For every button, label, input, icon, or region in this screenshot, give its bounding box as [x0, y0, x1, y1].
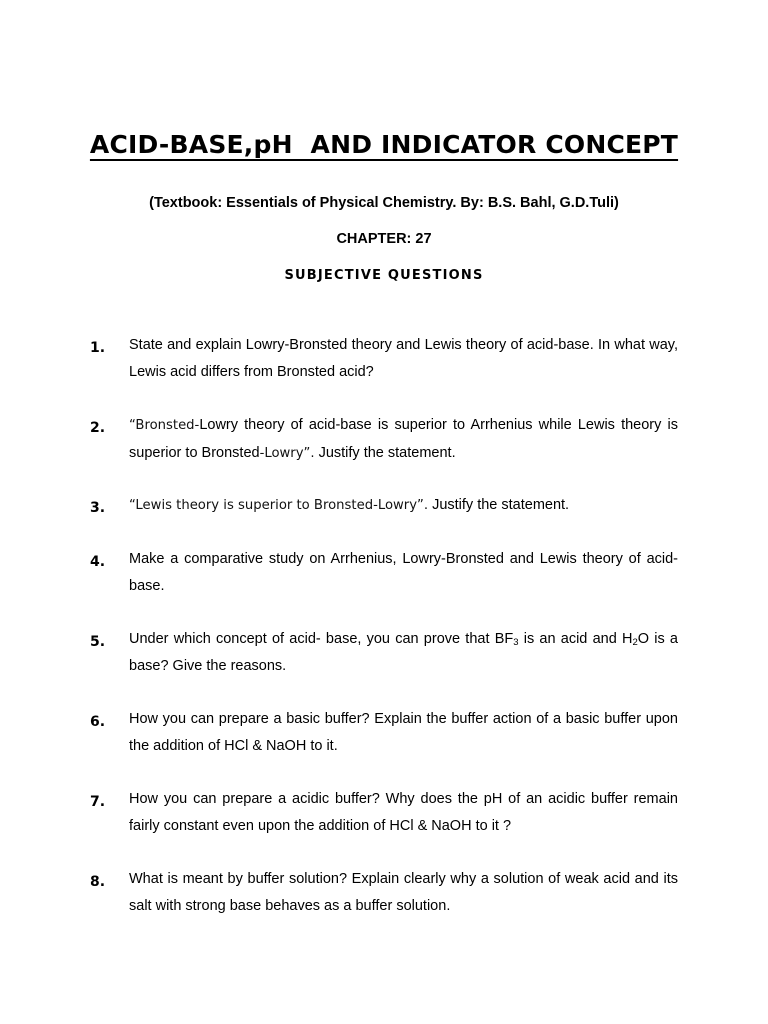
question-text-part: “Lewis theory is superior to Bronsted-Lowry”. [129, 498, 429, 513]
question-text-part: O is a base? Give the reasons. [129, 631, 678, 674]
question-number: 8. [90, 874, 106, 890]
page-title [0, 130, 768, 159]
question-text [129, 626, 678, 679]
question-number: 4. [90, 554, 106, 570]
question-number: 3. [90, 500, 106, 516]
question-text: How you can prepare a acidic buffer? Why does the pH of an acidic buffer remain fairly constant even upon the addition of HCl & NaOH to it ? [129, 791, 678, 834]
question-text-part: “Bronsted- [129, 418, 200, 433]
question-text: What is meant by buffer solution? Explain clearly why a solution of weak acid and its salt with strong base behaves as a buffer solution. [129, 871, 678, 914]
question-text-part: is an acid and H [518, 631, 633, 647]
chapter-heading: CHAPTER: 27 [336, 231, 432, 247]
question-number: 1. [90, 340, 106, 356]
question-text-part: Lowry theory of acid-base is superior to Arrhenius while Lewis theory is superior to Bronsted [129, 417, 678, 461]
page-title-text: ACID-BASE,pH AND INDICATOR CONCEPT [89, 130, 679, 159]
question-text: How you can prepare a basic buffer? Explain the buffer action of a basic buffer upon the addition of HCl & NaOH to it. [129, 711, 678, 754]
subscript: 3 [513, 637, 519, 648]
section-heading: SUBJECTIVE QUESTIONS [284, 268, 484, 283]
question-text-part: -Lowry”. [259, 445, 315, 461]
question-text [129, 492, 678, 520]
question-number: 6. [90, 714, 106, 730]
question-number: 7. [90, 794, 106, 810]
question-text-part: Under which concept of acid- base, you can prove that BF [129, 631, 514, 647]
question-text [129, 412, 678, 467]
textbook-reference: (Textbook: Essentials of Physical Chemistry. By: B.S. Bahl, G.D.Tuli) [149, 195, 619, 211]
question-text: State and explain Lowry-Bronsted theory and Lewis theory of acid-base. In what way, Lewis acid differs from Bronsted acid? [129, 337, 678, 380]
question-text: Make a comparative study on Arrhenius, Lowry-Bronsted and Lewis theory of acid-base. [129, 551, 678, 594]
question-text-part: Justify the statement. [314, 444, 456, 461]
question-number: 2. [90, 420, 106, 436]
question-number: 5. [90, 634, 106, 650]
question-text-part: Justify the statement. [428, 497, 570, 513]
subscript: 2 [632, 637, 638, 648]
